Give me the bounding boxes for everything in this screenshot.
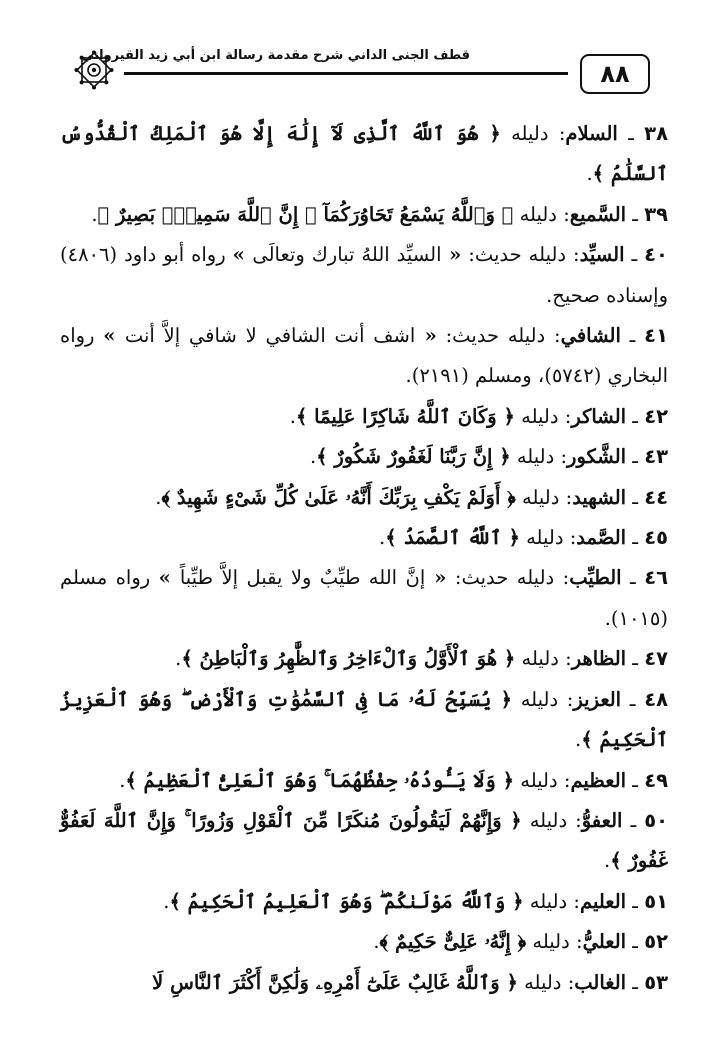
- entry-tail: .: [586, 162, 593, 186]
- open-bracket: ﴿: [478, 122, 501, 145]
- quoted-text: اشف أنت الشافي لا شافي إلاَّ أنت: [124, 324, 416, 348]
- quoted-text: وَإِنَّهُمْ لَيَقُولُونَ مُنكَرًا مِّنَ ٱلْقَوْلِ وَزُورًا ۚ وَإِنَّ ٱللَّهَ لَعَفُوٌّ غَفُورٌ: [60, 808, 668, 873]
- entry-intro: : دليله: [514, 768, 571, 792]
- entry-item: ٥٠ ـ العفوُّ: دليله ﴿ وَإِنَّهُمْ لَيَقُولُونَ مُنكَرًا مِّنَ ٱلْقَوْلِ وَزُورًا ۚ وَإِنَّ ٱللَّهَ لَعَفُوٌّ غَفُورٌ ﴾.: [60, 808, 668, 873]
- entry-tail: .: [163, 889, 170, 913]
- open-bracket: ﴿: [510, 930, 527, 954]
- entry-item: ٤٥ ـ الصَّمد: دليله ﴿ ٱللَّهُ ٱلصَّمَدُ ﴾.: [379, 526, 668, 550]
- divine-name: الشافي: [560, 324, 621, 348]
- divine-name: العظيم: [570, 768, 627, 792]
- entry-tail: .: [373, 930, 380, 954]
- divine-name: الشهيد: [572, 485, 627, 509]
- open-bracket: «: [441, 243, 462, 267]
- entry-item: ٤٤ ـ الشهيد: دليله ﴿ أَوَلَمْ يَكْفِ بِرَبِّكَ أَنَّهُۥ عَلَىٰ كُلِّ شَىْءٍ شَهِيدٌ ﴾.: [155, 485, 668, 509]
- divine-name: العليُّ: [582, 930, 627, 954]
- open-bracket: ﴿: [496, 404, 515, 428]
- entry-number: ٤٦: [644, 566, 668, 590]
- entry-item: ٥٢ ـ العليُّ: دليله ﴿ إِنَّهُۥ عَلِىٌّ حَكِيمٌ ﴾.: [373, 930, 668, 954]
- quoted-text: ٱللَّهُ ٱلصَّمَدُ: [403, 526, 502, 550]
- entry-intro: : دليله حديث:: [436, 324, 561, 348]
- entry-tail: .: [155, 485, 162, 509]
- running-title: قطف الجنى الداني شرح مقدمة رسالة ابن أبي زيد القيرواني: [81, 48, 470, 63]
- entry-number: ٤٣: [644, 445, 668, 469]
- entry-number: ٥٣: [644, 970, 668, 994]
- entry-tail: رواه البخاري (٥٧٤٢)، ومسلم (٢١٩١).: [60, 324, 668, 388]
- entry-number: ٥١: [644, 889, 668, 913]
- entry-intro: : دليله: [519, 526, 577, 550]
- quoted-text: وَٱللَّهُ مَوْلَىٰكُمْ ۖ وَهُوَ ٱلْعَلِيمُ ٱلْحَكِيمُ: [187, 889, 506, 913]
- entry-item: ٣٩ ـ السَّميع: دليله ﴿ وَٱللَّهُ يَسْمَعُ تَحَاوُرَكُمَآ ۚ إِنَّ ٱللَّهَ سَمِيعٌۢ بَصِيرٌ ﴾.: [91, 202, 668, 226]
- entry-number: ٥٠: [644, 808, 668, 832]
- entry-intro: : دليله حديث:: [446, 566, 570, 590]
- quoted-text: إِنَّ رَبَّنَا لَغَفُورٌ شَكُورٌ: [334, 445, 493, 469]
- close-bracket: »: [232, 243, 253, 267]
- entry-item: ٥١ ـ العليم: دليله ﴿ وَٱللَّهُ مَوْلَىٰكُمْ ۖ وَهُوَ ٱلْعَلِيمُ ٱلْحَكِيمُ ﴾.: [163, 889, 668, 913]
- close-bracket: ﴾: [181, 647, 200, 671]
- entry-number: ٣٨: [644, 122, 668, 145]
- entry-tail: رواه مسلم (١٠١٥).: [60, 566, 668, 630]
- entry-item: ٤٢ ـ الشاكر: دليله ﴿ وَكَانَ ٱللَّهُ شَاكِرًا عَلِيمًا ﴾.: [289, 404, 668, 428]
- close-bracket: »: [158, 566, 180, 590]
- entry-item: ٤٩ ـ العظيم: دليله ﴿ وَلَا يَـُٔودُهُۥ حِفْظُهُمَا ۚ وَهُوَ ٱلْعَلِىُّ ٱلْعَظِيمُ ﴾.: [119, 768, 668, 792]
- entry-item: ٤٦ ـ الطيِّب: دليله حديث: « إنَّ الله طيِّبٌ ولا يقبل إلاَّ طيِّباً » رواه مسلم (١٠١٥).: [60, 566, 668, 630]
- open-bracket: ﴿: [500, 485, 516, 509]
- divine-name: السلام: [565, 122, 618, 145]
- entry-tail: .: [604, 849, 611, 873]
- entry-number: ٤٤: [644, 485, 668, 509]
- open-bracket: ﴿: [497, 647, 516, 671]
- divine-name: العزيز: [573, 687, 622, 711]
- open-bracket: ﴿: [501, 808, 522, 832]
- entry-item: ٥٣ ـ الغالب: دليله ﴿ وَٱللَّهُ غَالِبٌ عَلَىٰٓ أَمْرِهِۦ وَلَٰكِنَّ أَكْثَرَ ٱلنَّاسِ لَا: [152, 970, 668, 994]
- quoted-text: أَوَلَمْ يَكْفِ بِرَبِّكَ أَنَّهُۥ عَلَىٰ كُلِّ شَىْءٍ شَهِيدٌ: [176, 485, 501, 509]
- quoted-text: وَٱللَّهُ غَالِبٌ عَلَىٰٓ أَمْرِهِۦ وَلَٰكِنَّ أَكْثَرَ ٱلنَّاسِ لَا: [152, 970, 500, 994]
- entry-intro: : دليله حديث:: [461, 243, 580, 267]
- entry-number: ٤٢: [644, 404, 668, 428]
- entry-tail: .: [119, 768, 126, 792]
- entry-intro: : دليله: [513, 202, 570, 226]
- divine-name: العليم: [579, 889, 627, 913]
- entry-intro: : دليله: [523, 889, 580, 913]
- quoted-text: وَٱللَّهُ يَسْمَعُ تَحَاوُرَكُمَآ ۚ إِنَّ ٱللَّهَ سَمِيعٌۢ بَصِيرٌ: [116, 202, 495, 226]
- entry-number: ٤٥: [644, 526, 668, 550]
- page-body: [60, 114, 668, 1003]
- entry-tail: .: [379, 526, 386, 550]
- entry-intro: : دليله: [510, 445, 568, 469]
- entry-intro: : دليله: [500, 122, 566, 145]
- entry-item: ٤١ ـ الشافي: دليله حديث: « اشف أنت الشافي لا شافي إلاَّ أنت » رواه البخاري (٥٧٤٢)، ومسلم (٢١٩١).: [60, 324, 668, 388]
- close-bracket: ﴾: [581, 728, 600, 752]
- close-bracket: ﴾: [610, 849, 629, 873]
- open-bracket: ﴿: [501, 526, 520, 550]
- entry-item: ٤٨ ـ العزيز: دليله ﴿ يُسَبِّحُ لَهُۥ مَا فِى ٱلسَّمَٰوَٰتِ وَٱلْأَرْضِ ۖ وَهُوَ ٱلْعَزِيزُ ٱلْحَكِيمُ ﴾.: [60, 687, 668, 752]
- page-number: ٨٨: [580, 54, 650, 94]
- entry-number: ٤٧: [644, 647, 668, 671]
- divine-name: السيِّد: [579, 243, 625, 267]
- quoted-text: وَكَانَ ٱللَّهُ شَاكِرًا عَلِيمًا: [314, 404, 497, 428]
- entry-intro: : دليله: [526, 930, 583, 954]
- close-bracket: ﴾: [125, 768, 144, 792]
- page-header: [30, 30, 698, 110]
- quoted-text: هُوَ ٱللَّهُ ٱلَّذِى لَآ إِلَٰهَ إِلَّا هُوَ ٱلْمَلِكُ ٱلْقُدُّوسُ ٱلسَّلَٰمُ: [60, 122, 668, 186]
- entry-tail: .: [289, 404, 296, 428]
- entry-number: ٤١: [644, 324, 668, 348]
- entry-intro: : دليله: [514, 404, 572, 428]
- close-bracket: »: [103, 324, 125, 348]
- divine-name: العفوُّ: [581, 808, 623, 832]
- quoted-text: إِنَّهُۥ عَلِىٌّ حَكِيمٌ: [394, 930, 511, 954]
- divine-name: السَّميع: [569, 202, 627, 226]
- open-bracket: ﴿: [491, 687, 513, 711]
- close-bracket: ﴾: [169, 889, 188, 913]
- entry-item: ٤٣ ـ الشَّكور: دليله ﴿ إِنَّ رَبَّنَا لَغَفُورٌ شَكُورٌ ﴾.: [309, 445, 668, 469]
- entry-number: ٣٩: [644, 202, 668, 226]
- entry-intro: : دليله: [512, 687, 574, 711]
- entry-tail: .: [575, 728, 582, 752]
- entry-number: ٤٨: [644, 687, 668, 711]
- close-bracket: ﴾: [592, 162, 611, 186]
- close-bracket: ﴾: [385, 526, 404, 550]
- quoted-text: وَلَا يَـُٔودُهُۥ حِفْظُهُمَا ۚ وَهُوَ ٱلْعَلِىُّ ٱلْعَظِيمُ: [143, 768, 496, 792]
- entry-tail: رواه أبو داود (٤٨٠٦) وإسناده صحيح.: [60, 243, 668, 307]
- quoted-text: إنَّ الله طيِّبٌ ولا يقبل إلاَّ طيِّباً: [179, 566, 426, 590]
- quoted-text: هُوَ ٱلْأَوَّلُ وَٱلْءَاخِرُ وَٱلظَّٰهِرُ وَٱلْبَاطِنُ: [199, 647, 498, 671]
- entry-intro: : دليله: [515, 485, 573, 509]
- open-bracket: «: [425, 566, 447, 590]
- quoted-text: يُسَبِّحُ لَهُۥ مَا فِى ٱلسَّمَٰوَٰتِ وَٱلْأَرْضِ ۖ وَهُوَ ٱلْعَزِيزُ ٱلْحَكِيمُ: [60, 687, 668, 752]
- divine-name: الظاهر: [571, 647, 627, 671]
- header-rule: [124, 72, 568, 75]
- close-bracket: ﴾: [295, 404, 315, 428]
- divine-name: الطيِّب: [569, 566, 622, 590]
- entry-tail: .: [309, 445, 317, 469]
- open-bracket: «: [415, 324, 437, 348]
- entry-intro: : دليله: [521, 808, 582, 832]
- close-bracket: ﴾: [97, 202, 117, 226]
- entry-item: ٤٧ ـ الظاهر: دليله ﴿ هُوَ ٱلْأَوَّلُ وَٱلْءَاخِرُ وَٱلظَّٰهِرُ وَٱلْبَاطِنُ ﴾.: [175, 647, 668, 671]
- entry-number: ٤٠: [644, 243, 668, 267]
- divine-name: الغالب: [574, 970, 627, 994]
- open-bracket: ﴿: [499, 970, 518, 994]
- entry-number: ٥٢: [644, 930, 668, 954]
- entry-tail: .: [175, 647, 182, 671]
- entry-intro: : دليله: [517, 970, 575, 994]
- divine-name: الصَّمد: [576, 526, 627, 550]
- open-bracket: ﴿: [494, 202, 514, 226]
- open-bracket: ﴿: [495, 768, 515, 792]
- close-bracket: ﴾: [316, 445, 335, 469]
- entry-tail: .: [91, 202, 98, 226]
- entry-number: ٤٩: [644, 768, 668, 792]
- open-bracket: ﴿: [492, 445, 511, 469]
- open-bracket: ﴿: [505, 889, 524, 913]
- divine-name: الشَّكور: [567, 445, 627, 469]
- close-bracket: ﴾: [161, 485, 177, 509]
- divine-name: الشاكر: [571, 404, 627, 428]
- close-bracket: ﴾: [379, 930, 395, 954]
- entry-intro: : دليله: [515, 647, 572, 671]
- entry-item: ٤٠ ـ السيِّد: دليله حديث: « السيِّد اللهُ تبارك وتعالَى » رواه أبو داود (٤٨٠٦) وإسناده صحيح.: [60, 243, 668, 307]
- entry-item: ٣٨ ـ السلام: دليله ﴿ هُوَ ٱللَّهُ ٱلَّذِى لَآ إِلَٰهَ إِلَّا هُوَ ٱلْمَلِكُ ٱلْقُدُّوسُ ٱلسَّلَٰمُ ﴾.: [60, 122, 668, 186]
- quoted-text: السيِّد اللهُ تبارك وتعالَى: [252, 243, 442, 267]
